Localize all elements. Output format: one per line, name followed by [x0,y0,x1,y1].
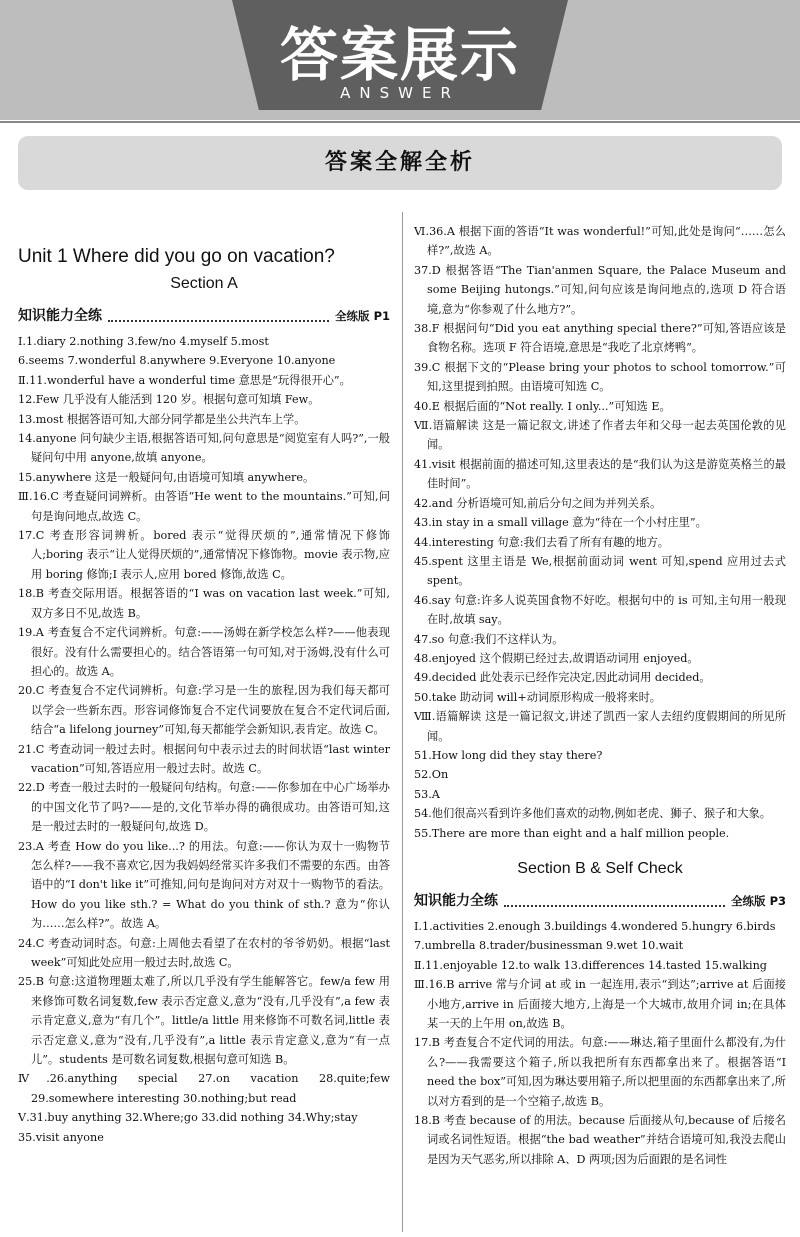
answer-item: 35.visit anyone [18,1130,104,1144]
answer-item: Ⅲ.16.C 考查疑问词辨析。由答语“He went to the mountains.”可知,问句是询问地点,故选 C。 [18,490,390,523]
answer-item: Ⅰ.1.activities 2.enough 3.buildings 4.wondered 5.hungry 6.birds [414,920,776,933]
practice-label-a [18,304,390,328]
right-column [414,222,786,1169]
answer-item: Ⅶ.语篇解读 这是一篇记叙文,讲述了作者去年和父母一起去英国伦敦的见闻。 [414,419,786,452]
column-divider [402,212,403,1232]
answer-item: 40.E 根据后面的“Not really. I only...”可知选 E。 [414,399,671,413]
answer-item: 12.Few 几乎没有人能活到 120 岁。根据句意可知填 Few。 [18,393,320,407]
section-header: 答案全解全析 [18,136,782,190]
left-column [18,220,390,1147]
answer-item: 22.D 考查一般过去时的一般疑问句结构。句意:——你参加在中心广场举办的中国文化节了吗?——是的,文化节举办得的确很成功。由答语可知,这是一般过去时的一般疑问句,故选 D。 [18,781,390,834]
answer-item: Ⅴ.31.buy anything 32.Where;go 33.did nothing 34.Why;stay [18,1111,358,1125]
answer-item: 45.spent 这里主语是 We,根据前面动词 went 可知,spend 应用过去式 spent。 [414,554,786,588]
answer-item: 52.On [414,768,449,782]
answer-item: 20.C 考查复合不定代词辨析。句意:学习是一生的旅程,因为我们每天都可以学会一些新东西。形容词修饰复合不定代词要放在复合不定代词后面,结合“a lifelong journey”可知,每天都能学会新知识,表肯定。故选 C。 [18,684,390,737]
answer-item: 24.C 考查动词时态。句意:上周他去看望了在农村的爷爷奶奶。根据“last week”可知此处应用一般过去时,故选 C。 [18,936,390,969]
right-answer-list-b [414,917,786,1169]
answer-item: 17.C 考查形容词辨析。bored 表示“觉得厌烦的”,通常情况下修饰人;boring 表示“让人觉得厌烦的”,通常情况下修饰物。movie 表示物,应用 boring 修饰;I 表示人,应用 bored 修饰,故选 C。 [18,529,390,581]
answer-item: 51.How long did they stay there? [414,748,603,762]
answer-item: Ⅲ.16.B arrive 常与介词 at 或 in 一起连用,表示“到达”;arrive at 后面接小地方,arrive in 后面接大地方,上海是一个大城市,故用介词 in;在具体某一天的上午用 on,故选 B。 [414,978,786,1031]
answer-item: 23.A 考查 How do you like...? 的用法。句意:——你认为双十一购物节怎么样?——我不喜欢它,因为我妈妈经常买许多我们不需要的东西。由答语中的“I don't like it”可推知,问句是询问对方对双十一购物节的看法。How do you like sth.? = What do you think of sth.? 意为“你认为……怎么样?”。故选 A。 [18,839,390,931]
answer-item: 13.most 根据答语可知,大部分同学都是坐公共汽车上学。 [18,412,306,426]
dotted-leader [504,895,725,907]
answer-item: 17.B 考查复合不定代词的用法。句意:——琳达,箱子里面什么都没有,为什么?——我需要这个箱子,所以我把所有东西都拿出来了。根据答语“I need the box”可知,因为琳达要用箱子,所以把里面的东西都拿出来了,所以对方看到的是一个空箱子,故选 B。 [414,1036,786,1108]
banner-rule [0,121,800,123]
answer-item: Ⅷ.语篇解读 这是一篇记叙文,讲述了凯西一家人去纽约度假期间的所见所闻。 [414,710,786,743]
practice-label-text: 知识能力全练 [414,893,498,909]
edition-ref: 全练版 P1 [335,309,390,323]
answer-item: 39.C 根据下文的“Please bring your photos to school tomorrow.”可知,这里提到拍照。由语境可知选 C。 [414,360,786,394]
answer-item: 19.A 考查复合不定代词辨析。句意:——汤姆在新学校怎么样?——他表现很好。没有什么需要担心的。结合答语第一句可知,对于汤姆,没有什么可担心的。故选 A。 [18,626,390,678]
answer-item: 47.so 句意:我们不这样认为。 [414,632,564,646]
answer-item: 44.interesting 句意:我们去看了所有有趣的地方。 [414,535,669,549]
answer-item: Ⅵ.36.A 根据下面的答语“It was wonderful!”可知,此处是询问“……怎么样?”,故选 A。 [414,225,786,258]
answer-item: 43.in stay in a small village 意为“待在一个小村庄里”。 [414,516,707,530]
answer-item: 38.F 根据问句“Did you eat anything special there?”可知,答语应该是食物名称。选项 F 符合语境,意思是“我吃了北京烤鸭”。 [414,322,786,355]
answer-item: 25.B 句意:这道物理题太难了,所以几乎没有学生能解答它。few/a few 用来修饰可数名词复数,few 表示否定意义,意为“没有,几乎没有”,a few 表示肯定意义,意为“有几个”。little/a little 用来修饰不可数名词,little 表示否定意义,意为“没有,几乎没有”,a little 表示肯定意义,意为“有一点儿”。students 是可数名词复数,根据句意可知选 B。 [18,975,390,1067]
answer-item: 7.umbrella 8.trader/businessman 9.wet 10.wait [414,939,684,953]
answer-item: Ⅱ.11.wonderful have a wonderful time 意思是“玩得很开心”。 [18,373,351,387]
answer-item: 18.B 考查 because of 的用法。because 后面接从句,because of 后接名词或名词性短语。根据“the bad weather”并结合语境可知,我没去爬山是因为天气恶劣,所以排除 A、D 两项;因为后面跟的是名词性 [414,1114,786,1166]
answer-item: 46.say 句意:许多人说英国食物不好吃。根据句中的 is 可知,主句用一般现在时,故填 say。 [414,593,786,627]
banner [0,0,800,120]
dotted-leader [108,310,329,322]
section-a-title: Section A [170,275,238,292]
practice-label-text: 知识能力全练 [18,308,102,324]
answer-item: 18.B 考查交际用语。根据答语的“I was on vacation last week.”可知,双方多日不见,故选 B。 [18,587,390,620]
answer-item: 49.decided 此处表示已经作完决定,因此动词用 decided。 [414,671,711,685]
answer-item: 37.D 根据答语“The Tian'anmen Square, the Palace Museum and some Beijing hutongs.”可知,问句应该是询问地点的,选项 D 符合语境,意为“你参观了什么地方?”。 [414,263,786,316]
answer-item: 42.and 分析语境可知,前后分句之间为并列关系。 [414,496,662,510]
practice-label-b [414,889,786,913]
edition-ref: 全练版 P3 [731,894,786,908]
banner-title: 答案展示 [279,21,520,89]
answer-item: 48.enjoyed 这个假期已经过去,故谓语动词用 enjoyed。 [414,651,699,665]
answer-item: 6.seems 7.wonderful 8.anywhere 9.Everyone 10.anyone [18,354,336,368]
answer-item: 21.C 考查动词一般过去时。根据问句中表示过去的时间状语“last winter vacation”可知,答语应用一般过去时。故选 C。 [18,742,390,775]
answer-item: 50.take 助动词 will+动词原形构成一般将来时。 [414,690,661,704]
answer-item: 41.visit 根据前面的描述可知,这里表达的是“我们认为这是游览英格兰的最佳时间”。 [414,457,786,491]
answer-item: Ⅰ.1.diary 2.nothing 3.few/no 4.myself 5.most [18,335,269,348]
answer-item: 53.A [414,787,440,801]
answer-item: 14.anyone 问句缺少主语,根据答语可知,问句意思是“阅览室有人吗?”,一般疑问句中用 anyone,故填 anyone。 [18,432,390,465]
answer-item: Ⅳ.26.anything special 27.on vacation 28.quite;few 29.somewhere interesting 30.nothing;but read [18,1072,390,1105]
answer-item: Ⅱ.11.enjoyable 12.to walk 13.differences 14.tasted 15.walking [414,958,767,972]
answer-item: 54.他们很高兴看到许多他们喜欢的动物,例如老虎、狮子、猴子和大象。 [414,807,771,821]
left-answer-list [18,332,390,1147]
answer-item: 55.There are more than eight and a half million people. [414,826,730,840]
unit-title: Unit 1 Where did you go on vacation? [18,246,335,267]
answer-item: 15.anywhere 这是一般疑问句,由语境可知填 anywhere。 [18,470,315,484]
right-answer-list-a [414,222,786,843]
banner-subtitle: ANSWER [340,84,460,102]
section-b-title: Section B & Self Check [517,860,683,877]
